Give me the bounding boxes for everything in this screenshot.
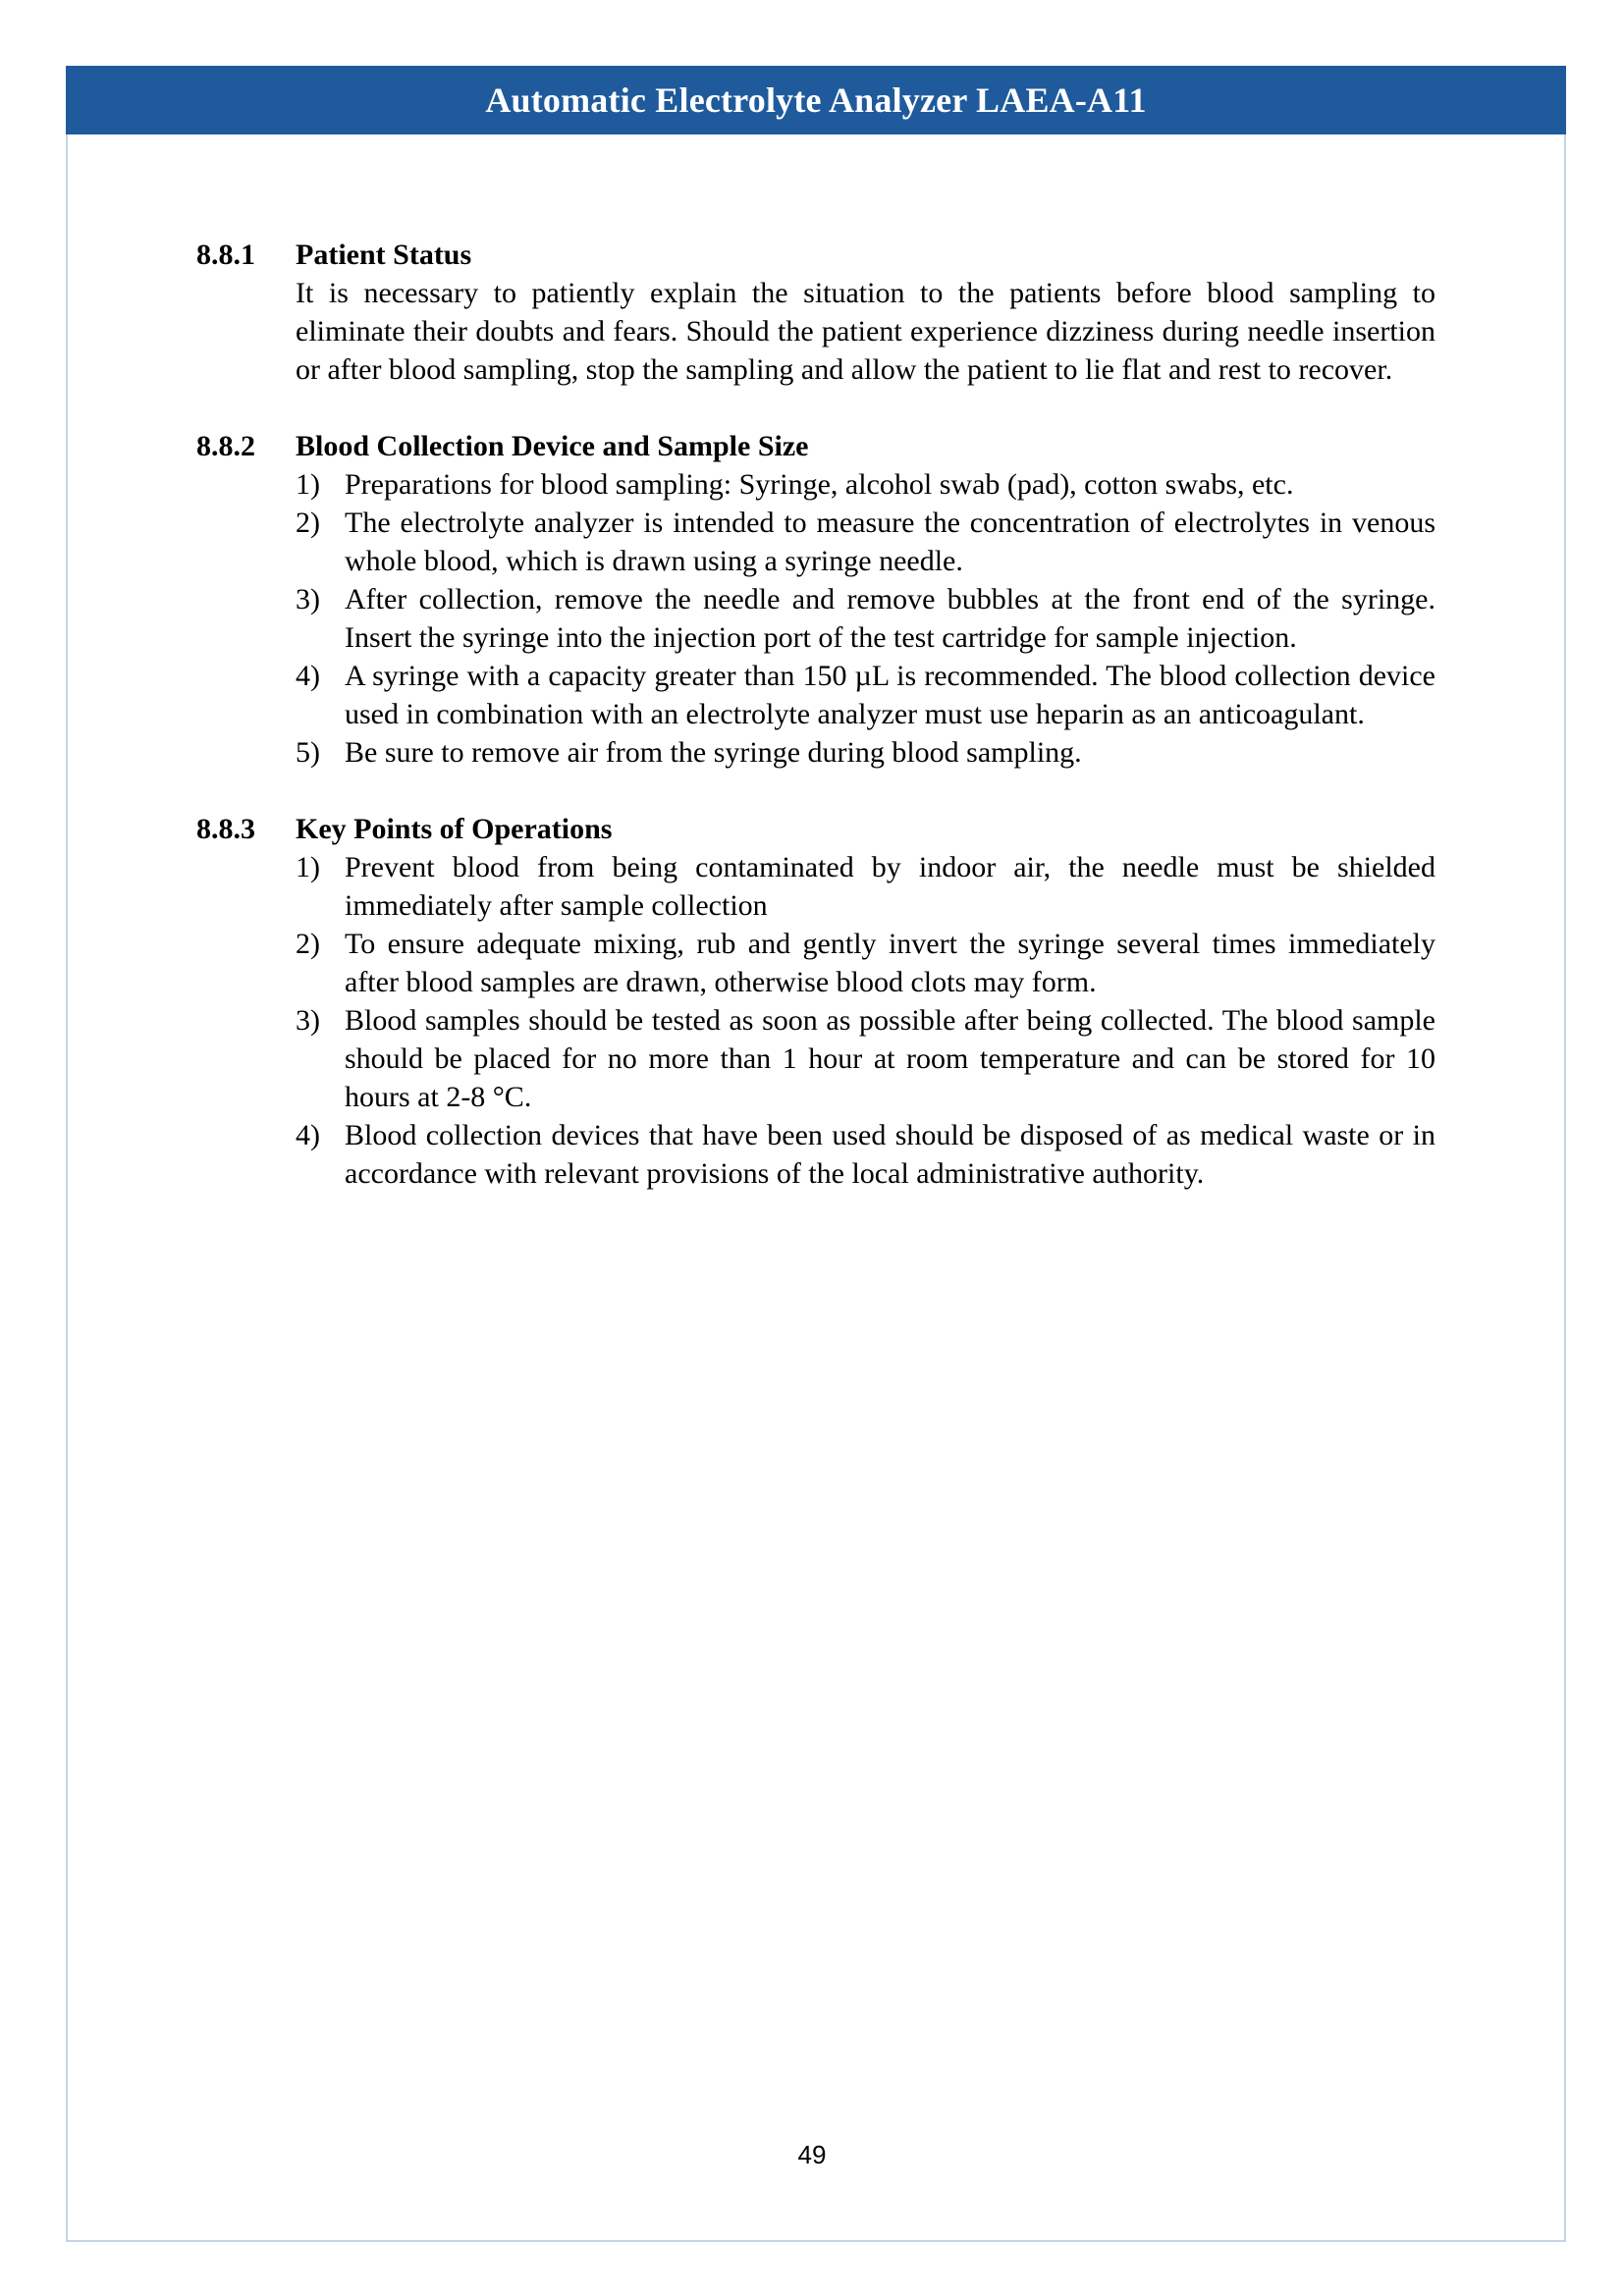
list-item-text: Blood samples should be tested as soon as possible after being collected. The blood sample should be placed for no more than 1 hour at room temperature and can be stored for 10 hours at 2-8 °C. xyxy=(345,1004,1435,1113)
section-patient-status xyxy=(196,236,1435,389)
list-item-number: 5) xyxy=(296,736,320,769)
list-item-number: 4) xyxy=(296,660,320,692)
section-heading xyxy=(196,236,1435,274)
section-number: 8.8.3 xyxy=(196,813,255,845)
list-item xyxy=(296,925,1435,1001)
list-item-text: Preparations for blood sampling: Syringe, alcohol swab (pad), cotton swabs, etc. xyxy=(345,468,1294,501)
list-item-text: Prevent blood from being contaminated by indoor air, the needle must be shielded immediately after sample collection xyxy=(345,851,1435,922)
section-title: Blood Collection Device and Sample Size xyxy=(296,430,809,462)
header-bar xyxy=(66,66,1566,134)
section-blood-collection-device xyxy=(196,427,1435,772)
section-heading xyxy=(196,810,1435,848)
page-number: 49 xyxy=(797,2140,827,2169)
section-number: 8.8.1 xyxy=(196,239,255,271)
section-key-points-of-operations xyxy=(196,810,1435,1193)
list-item-text: To ensure adequate mixing, rub and gently invert the syringe several times immediately after blood samples are drawn, otherwise blood clots may form. xyxy=(345,928,1435,998)
section-title: Patient Status xyxy=(296,239,472,271)
list-item xyxy=(296,657,1435,733)
list-item xyxy=(296,848,1435,925)
document-title: Automatic Electrolyte Analyzer LAEA-A11 xyxy=(485,80,1147,120)
section-number: 8.8.2 xyxy=(196,430,255,462)
list-item-text: Be sure to remove air from the syringe during blood sampling. xyxy=(345,736,1082,769)
list-item xyxy=(296,1116,1435,1193)
list-item-number: 4) xyxy=(296,1119,320,1151)
list-item xyxy=(296,580,1435,657)
section-paragraph: It is necessary to patiently explain the situation to the patients before blood sampling to eliminate their doubts and fears. Should the patient experience dizziness during needle insertion or after blood sampling, stop the sampling and allow the patient to lie flat and rest to recover. xyxy=(296,277,1435,386)
list-item-text: A syringe with a capacity greater than 150 µL is recommended. The blood collection device used in combination with an electrolyte analyzer must use heparin as an anticoagulant. xyxy=(345,660,1435,730)
list-item xyxy=(296,733,1435,772)
list-item xyxy=(296,1001,1435,1116)
list-item-number: 3) xyxy=(296,583,320,615)
list-item-number: 2) xyxy=(296,507,320,539)
page-content xyxy=(196,236,1435,1231)
list-item-number: 1) xyxy=(296,851,320,883)
list-item-text: The electrolyte analyzer is intended to measure the concentration of electrolytes in venous whole blood, which is drawn using a syringe needle. xyxy=(345,507,1435,577)
section-title: Key Points of Operations xyxy=(296,813,613,845)
list-item-number: 2) xyxy=(296,928,320,960)
list-item xyxy=(296,504,1435,580)
section-heading xyxy=(196,427,1435,465)
list-item-number: 1) xyxy=(296,468,320,501)
list-item-text: After collection, remove the needle and remove bubbles at the front end of the syringe. Insert the syringe into the injection port of the test cartridge for sample injection. xyxy=(345,583,1435,654)
list-item-number: 3) xyxy=(296,1004,320,1037)
list-item-text: Blood collection devices that have been used should be disposed of as medical waste or in accordance with relevant provisions of the local administrative authority. xyxy=(345,1119,1435,1190)
list-item xyxy=(296,465,1435,504)
